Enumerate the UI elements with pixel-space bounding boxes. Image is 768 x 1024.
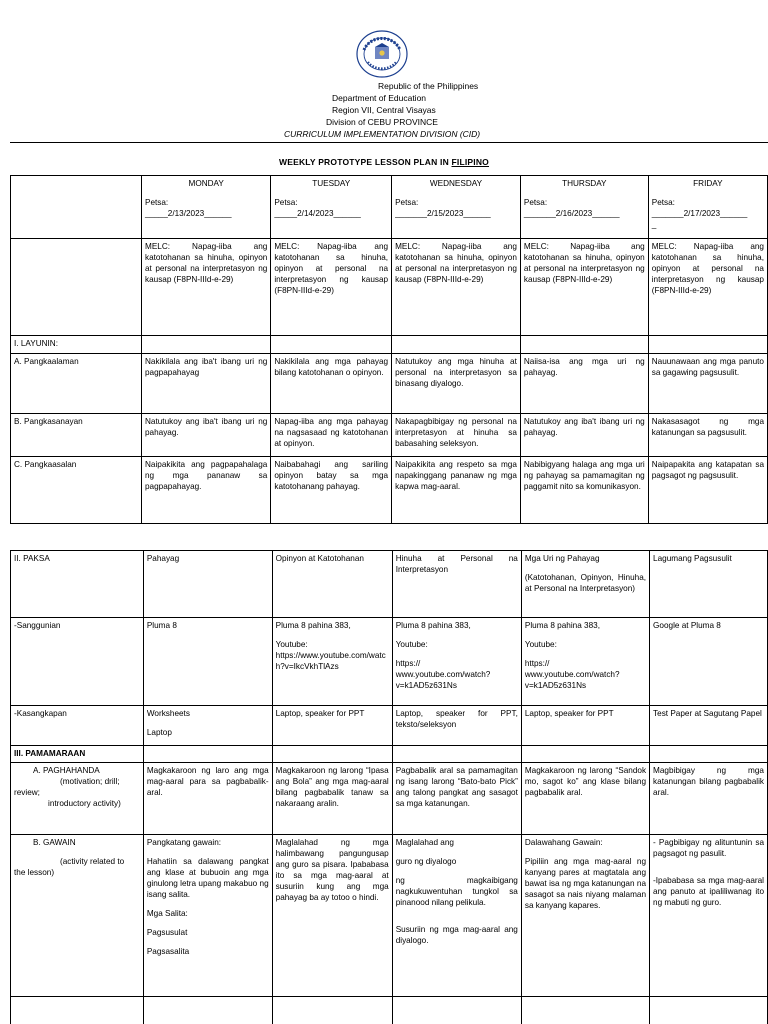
pangkasanayan-label: B. Pangkasanayan xyxy=(11,414,142,457)
pamamaraan-title: III. PAMAMARAAN xyxy=(11,746,144,763)
melc-monday: MELC: Napag-iiba ang katotohanan sa hinuha, opinyon at personal na interpretasyon ng kausap (F8PN-IIId-e-29) xyxy=(142,239,271,336)
day-cell-monday: MONDAY Petsa: _____2/13/2023______ xyxy=(142,176,271,239)
youtube-link-thursday[interactable]: https:// xyxy=(524,659,550,668)
day-cell-thursday: THURSDAY Petsa: _______2/16/2023______ xyxy=(520,176,648,239)
sanggunian-label: -Sanggunian xyxy=(11,618,144,706)
pangkaasalan-row: C. Pangkaasalan Naipakikita ang pagpapahalaga ng mga pananaw sa pagpapahayag. Naibabahagi ang sariling opinyon batay sa mga katotohanang pahayag. Naipakikita ang respeto sa mga napakinggang pananaw ng mga kapwa mag-aaral. Nabibigyang halaga ang mga uri ng pahayag sa pamamagitan ng paggamit nito sa komunikasyon. Naipapakita ang katapatan sa pagsagot ng pagsusulit. xyxy=(11,457,768,524)
youtube-link-wednesday[interactable]: https:// xyxy=(395,659,421,668)
days-corner-cell xyxy=(11,176,142,239)
letterhead-line-division: Division of CEBU PROVINCE xyxy=(326,117,438,127)
letterhead-line-republic: Republic of the Philippines xyxy=(378,81,479,91)
paksa-row: II. PAKSA Pahayag Opinyon at Katotohanan Hinuha at Personal na Interpretasyon Mga Uri ng Pahayag (Katotohanan, Opinyon, Hinuha, at Personal na Interpretasyon) Lagumang Pagsusulit xyxy=(11,551,768,618)
pamamaraan-header-row xyxy=(11,746,768,763)
day-cell-tuesday: TUESDAY Petsa: _____2/14/2023______ xyxy=(271,176,392,239)
melc-friday: MELC: Napag-iiba ang katotohanan sa hinuha, opinyon at personal na interpretasyon ng kausap (F8PN-IIId-e-29) xyxy=(648,239,767,336)
youtube-link-tuesday[interactable]: https://www.youtube.com/watch?v=IkcVkhTlAzs xyxy=(275,651,386,671)
plan-title xyxy=(0,157,768,167)
gawain-row: B. GAWAIN (activity related to the lesson) Pangkatang gawain: Hahatiin sa dalawang pangkat ang klase at bubuoin ang mga ginulong letra upang makabuo ng isang salita. Mga Salita: Pagsusulat Pagsasalita Maglalahad ng mga halimbawang pangungusap ang guro sa pisara. Ipababasa ito sa mga mag-aaral at susuriin kung ang mga pahayag ba ay totoo o hindi. Maglalahad ang guro ng diyalogo ng magkaibigang nagkukuwentuhan tungkol sa pinanood nilang pelikula. Susuriin ng mga mag-aaral ang diyalogo. Dalawahang Gawain: Pipiliin ang mga mag-aaral ng kanyang pares at magtatala ang bawat isa ng mga katanungan na sasagot sa nais niyang malaman sa kanyang kapares. - Pagbibigay ng alituntunin sa pagsagot ng pasulit. -Ipababasa sa mga mag-aaral ang panuto at ipaliliwanag ito ng mabuti ng guro. xyxy=(11,835,768,997)
next-row-partial xyxy=(11,997,768,1024)
plan-title-subject: FILIPINO xyxy=(451,157,489,167)
pangkaalaman-label: A. Pangkaalaman xyxy=(11,354,142,414)
pangkasanayan-row: B. Pangkasanayan Natutukoy ang iba't ibang uri ng pahayag. Napag-iiba ang mga pahayag na nagsasaad ng katotohanan at opinyon. Nakapagbibigay ng personal na interpretasyon at hinuha sa babasahing seleksyon. Natutukoy ang iba't ibang uri ng pahayag. Nakasasagot ng mga katanungan sa pagsusulit. xyxy=(11,414,768,457)
kasangkapan-label: -Kasangkapan xyxy=(11,706,144,746)
pangkaalaman-row: A. Pangkaalaman Nakikilala ang iba't ibang uri ng pagpapahayag Nakikilala ang mga pahayag bilang katotohanan o opinyon. Natutukoy ang mga hinuha at personal na interpretasyon sa binasang diyalogo. Naiisa-isa ang mga uri ng pahayag. Nauunawaan ang mga panuto sa gagawing pagsusulit. xyxy=(11,354,768,414)
paghahanda-label-cell: A. PAGHAHANDA (motivation; drill; review; introductory activity) xyxy=(11,763,144,835)
sanggunian-row: -Sanggunian Pluma 8 Pluma 8 pahina 383, Youtube: https://www.youtube.com/watch?v=IkcVkhTlAzs Pluma 8 pahina 383, Youtube: https:// www.youtube.com/watch? v=k1AD5z631Ns Pluma 8 pahina 383, Youtube: https:// www.youtube.com/watch? v=k1AD5z631Ns Google at Pluma 8 xyxy=(11,618,768,706)
paghahanda-row: A. PAGHAHANDA (motivation; drill; review; introductory activity) Magkakaroon ng laro ang mga mag-aaral para sa pagbabalik-aral. Magkakaroon ng larong “Ipasa ang Bola” ang mga mag-aaral bilang pagbabalik tanaw sa nakaraang aralin. Pagbabalik aral sa pamamagitan ng isang larong “Bato-bato Pick” ang talong pangkat ang sasagot sa mga katanungan. Magkakaroon ng larong “Sandok mo, sagot ko” ang klase bilang pagbabalik aral. Magbibigay ng mga katanungan bilang pagbabalik aral. xyxy=(11,763,768,835)
melc-label-cell xyxy=(11,239,142,336)
kasangkapan-row: -Kasangkapan Worksheets Laptop Laptop, speaker for PPT Laptop, speaker for PPT, teksto/seleksyon Laptop, speaker for PPT Test Paper at Sagutang Papel xyxy=(11,706,768,746)
melc-tuesday: MELC: Napag-iiba ang katotohanan sa hinuha, opinyon at personal na interpretasyon ng kausap (F8PN-IIId-e-29) xyxy=(271,239,392,336)
header-divider xyxy=(10,142,768,143)
days-row xyxy=(11,176,768,239)
letterhead-line-region: Region VII, Central Visayas xyxy=(332,105,436,115)
letterhead-line-cid: CURRICULUM IMPLEMENTATION DIVISION (CID) xyxy=(284,129,481,139)
layunin-title: I. LAYUNIN: xyxy=(11,336,142,354)
melc-wednesday: MELC: Napag-iiba ang katotohanan sa hinuha, opinyon at personal na interpretasyon ng kausap (F8PN-IIId-e-29) xyxy=(392,239,521,336)
paksa-pamamaraan-table xyxy=(10,550,768,1024)
day-cell-wednesday: WEDNESDAY Petsa: _______2/15/2023______ xyxy=(392,176,521,239)
gawain-label-cell: B. GAWAIN (activity related to the lesson) xyxy=(11,835,144,997)
layunin-header-row xyxy=(11,336,768,354)
pangkaasalan-label: C. Pangkaasalan xyxy=(11,457,142,524)
layunin-table xyxy=(10,175,768,524)
deped-seal-icon xyxy=(356,30,408,78)
day-cell-friday: FRIDAY Petsa: _______2/17/2023______ _ xyxy=(648,176,767,239)
paksa-title: II. PAKSA xyxy=(11,551,144,618)
melc-row xyxy=(11,239,768,336)
plan-title-prefix: WEEKLY PROTOTYPE LESSON PLAN IN xyxy=(279,157,452,167)
melc-thursday: MELC: Napag-iiba ang katotohanan sa hinuha, opinyon at personal na interpretasyon ng kausap (F8PN-IIId-e-29) xyxy=(520,239,648,336)
letterhead-line-department: Department of Education xyxy=(332,93,427,103)
